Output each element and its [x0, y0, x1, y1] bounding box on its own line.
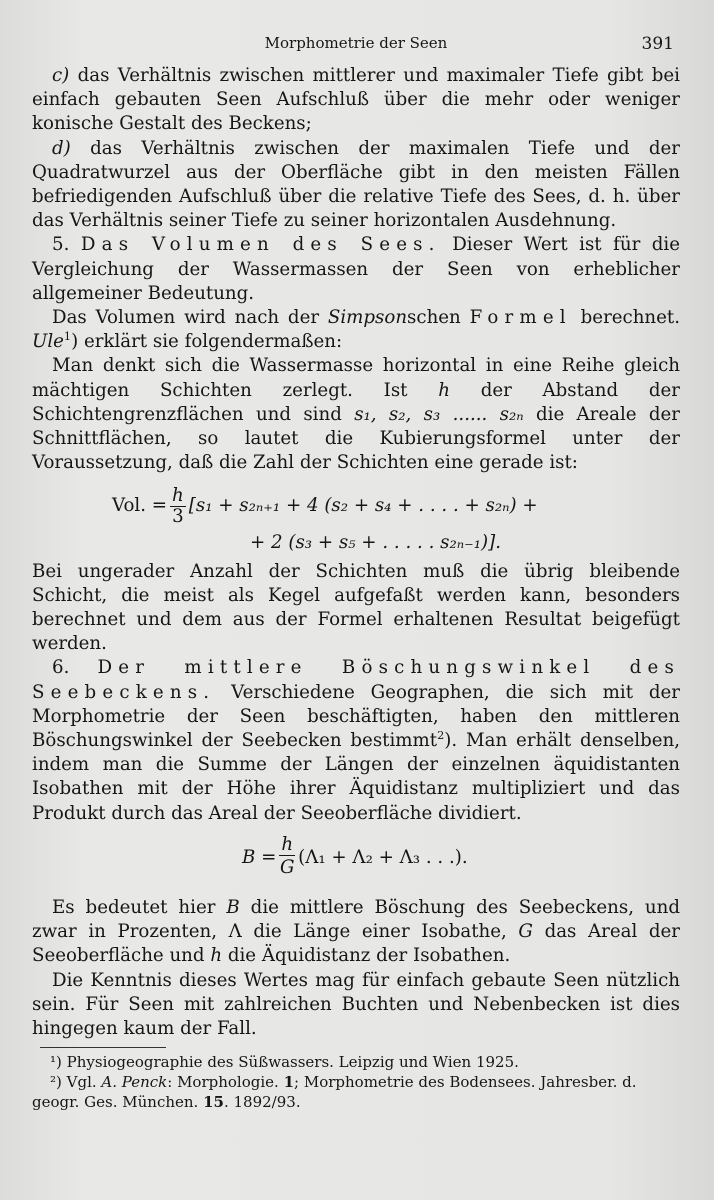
section-5-text: Dieser Wert ist für die Vergleichung der Wassermassen der Seen von erheblicher allgemeiner Bedeutung.: [32, 234, 681, 304]
meaning-paragraph: [32, 896, 680, 969]
var-h: h: [438, 379, 450, 401]
footnote-2-volume-1: 1: [283, 1073, 295, 1092]
definition-text-c: die Areale der Schnittflächen, so lautet die Kubierungsformel unter der Voraussetzung, daß die Zahl der Schichten eine gerade ist:: [32, 403, 680, 474]
footnote-2-text-a: Vgl.: [61, 1073, 102, 1092]
slope-frac-num: h: [281, 834, 294, 856]
footnote-1-mark: ¹): [50, 1053, 62, 1072]
footnote-2-text-d: . 1892/93.: [223, 1093, 301, 1112]
section-6-text-a: Verschiedene Geographen, die sich mit der Morphometrie der Seen beschäftigten, haben den mittleren Böschungswinkel der Seebecken bestimmt: [32, 681, 680, 752]
ule-name: Ule: [32, 331, 64, 353]
item-c: [32, 64, 680, 137]
section-5: [32, 233, 680, 306]
item-d: [32, 137, 680, 234]
footnote-2-author: A. Penck: [101, 1073, 168, 1092]
meaning-text-c: das Areal der Seeoberfläche und: [32, 921, 680, 967]
var-G: G: [518, 921, 533, 943]
slope-formula: [242, 834, 680, 882]
simpson-name: Simpson: [327, 307, 408, 329]
volume-text-b: schen: [407, 307, 470, 329]
footnote-rule: [40, 1047, 166, 1048]
volume-text-a: Das Volumen wird nach der: [52, 307, 328, 329]
volume-fraction: [170, 486, 186, 527]
volume-text-c: berechnet.: [571, 307, 680, 329]
page-number: 391: [641, 34, 674, 54]
formel-word: Formel: [469, 307, 572, 329]
item-c-label: c): [52, 65, 70, 86]
slope-frac-den: G: [279, 857, 295, 879]
var-h-2: h: [210, 945, 223, 967]
odd-layers-paragraph: Bei ungerader Anzahl der Schichten muß die übrig bleibende Schicht, die meist als Kegel aufgefaßt werden kann, besonders berechnet und dem aus der Formel erhaltenen Resultat beigefügt werden.: [32, 560, 680, 655]
footnote-2: [32, 1072, 680, 1112]
item-c-text: das Verhältnis zwischen mittlerer und maximaler Tiefe gibt bei einfach gebauten Seen Aufschluß über die mehr oder weniger konische Gestalt des Beckens;: [32, 65, 680, 135]
item-d-label: d): [52, 137, 71, 159]
section-6-number: 6.: [52, 657, 70, 679]
footnote-ref-1: 1: [63, 330, 72, 344]
slope-fraction: [279, 835, 295, 880]
footnotes: [32, 1047, 680, 1112]
running-title: Morphometrie der Seen: [264, 34, 448, 52]
section-6-heading: Der mittlere Böschungswinkel des Seebeckens.: [32, 657, 680, 703]
footnote-2-text-b: : Morphologie.: [167, 1073, 284, 1092]
footnote-1: [32, 1052, 680, 1072]
body-text: [32, 64, 680, 1041]
definition-paragraph: [32, 354, 680, 475]
volume-formula-line2: + 2 (s₃ + s₅ + . . . . . s₂ₙ₋₁)].: [250, 532, 501, 554]
slope-formula-rhs: (Λ₁ + Λ₂ + Λ₃ . . .).: [298, 846, 468, 868]
var-B: B: [226, 896, 240, 918]
definition-text-b: der Abstand der Schichtengrenzflächen und sind: [32, 379, 680, 425]
volume-text-d: ) erklärt sie folgendermaßen:: [71, 331, 343, 353]
volume-frac-num: h: [172, 484, 184, 506]
volume-formula: [112, 481, 680, 531]
meaning-text-b: die mittlere Böschung des Seebeckens, und zwar in Prozenten, Λ die Länge einer Isobathe,: [32, 896, 680, 943]
section-5-heading: Das Volumen des Sees.: [80, 234, 441, 256]
section-5-number: 5.: [52, 234, 70, 256]
slope-formula-lhs: B =: [242, 846, 277, 868]
volume-paragraph: [32, 306, 680, 354]
definition-text-a: Man denkt sich die Wassermasse horizontal in eine Reihe gleich mächtigen Schichten zerlegt. Ist: [32, 355, 680, 401]
running-head: [32, 34, 680, 64]
footnote-ref-2: 2: [437, 729, 445, 743]
footnote-2-text-c: ; Morphometrie des Bodensees. Jahresber. d. geogr. Ges. München.: [32, 1073, 637, 1112]
volume-formula-continuation: [250, 531, 680, 555]
meaning-text-d: die Äquidistanz der Isobathen.: [222, 945, 511, 967]
item-d-text: das Verhältnis zwischen der maximalen Tiefe und der Quadratwurzel aus der Oberfläche gibt in den meisten Fällen befriedigenden Aufschluß über die relative Tiefe des Sees, d. h. über das Verhältnis seiner Tiefe zu seiner horizontalen Ausdehnung.: [32, 137, 680, 232]
volume-formula-line1: [s₁ + s₂ₙ₊₁ + 4 (s₂ + s₄ + . . . . + s₂ₙ) +: [188, 495, 538, 517]
var-s-series: s₁, s₂, s₃ ...... s₂ₙ: [354, 403, 524, 425]
knowledge-paragraph: Die Kenntnis dieses Wertes mag für einfach gebaute Seen nützlich sein. Für Seen mit zahlreichen Buchten und Nebenbecken ist dies hingegen kaum der Fall.: [32, 969, 680, 1039]
volume-formula-lhs: Vol. =: [112, 495, 168, 517]
footnote-2-mark: ²): [50, 1073, 62, 1092]
footnote-2-volume-2: 15: [203, 1093, 224, 1112]
footnote-1-text: Physiogeographie des Süßwassers. Leipzig und Wien 1925.: [61, 1053, 519, 1072]
volume-frac-den: 3: [172, 505, 184, 527]
section-6: [32, 656, 680, 825]
meaning-text-a: Es bedeutet hier: [52, 896, 227, 918]
section-6-text-b: ). Man erhält denselben, indem man die Summe der Längen der einzelnen äquidistanten Isobathen mit der Höhe ihrer Äquidistanz multipliziert und das Produkt durch das Areal der Seeoberfläche dividiert.: [32, 730, 680, 824]
